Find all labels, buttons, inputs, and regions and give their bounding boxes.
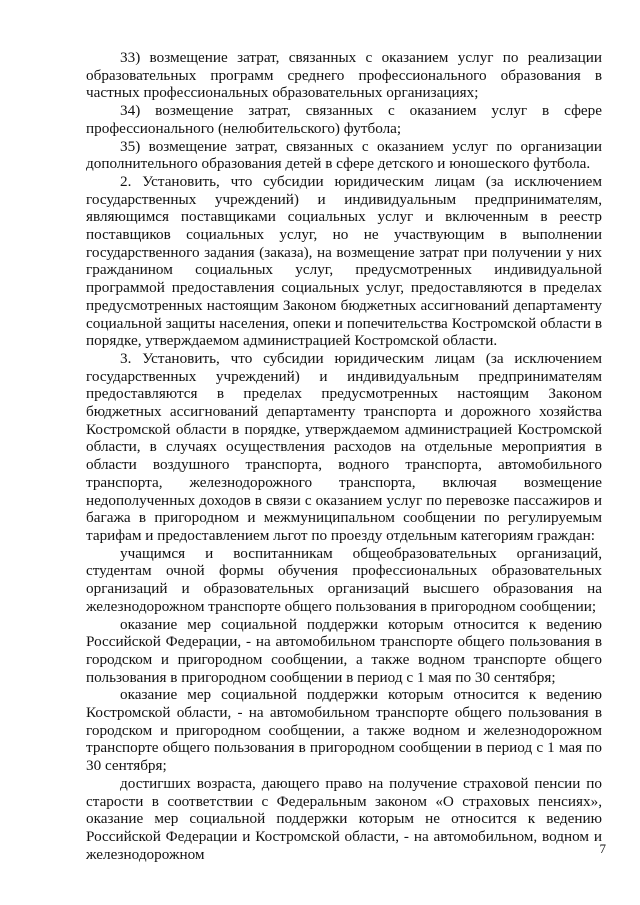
page-number: 7 bbox=[599, 841, 606, 856]
paragraph-category-pension-age: достигших возраста, дающего право на получение страховой пенсии по старости в соответствии с Федеральным законом «О страховых пенсиях», оказание мер социальной поддержки которым не относится к ведению Российской Федерации и Костромской области, - на автомобильном, водном и железнодорожном bbox=[86, 774, 602, 863]
paragraph-category-federal: оказание мер социальной поддержки которым относится к ведению Российской Федерации, - на автомобильном транспорте общего пользования в городском и пригородном сообщении, а также водном транспорте общего пользования в пригородном сообщении в период с 1 мая по 30 сентября; bbox=[86, 615, 602, 686]
paragraph-section-3: 3. Установить, что субсидии юридическим лицам (за исключением государственных учреждений) и индивидуальным предпринимателям предоставляются в пределах предусмотренных настоящим Законом бюджетных ассигнований департаменту транспорта и дорожного хозяйства Костромской области в порядке, утверждаемом администрацией Костромской области, в случаях осуществления расходов на отдельные мероприятия в области воздушного транспорта, водного транспорта, автомобильного транспорта, железнодорожного транспорта, включая возмещение недополученных доходов в связи с оказанием услуг по перевозке пассажиров и багажа в пригородном и межмуниципальном сообщении по регулируемым тарифам и предоставлением льгот по проезду отдельным категориям граждан: bbox=[86, 349, 602, 544]
document-body bbox=[86, 49, 602, 863]
paragraph-category-regional: оказание мер социальной поддержки которым относится к ведению Костромской области, - на автомобильном транспорте общего пользования в городском и пригородном сообщении, а также водном и железнодорожном транспорте общего пользования в пригородном сообщении в период с 1 мая по 30 сентября; bbox=[86, 686, 602, 775]
paragraph-item-34: 34) возмещение затрат, связанных с оказанием услуг в сфере профессионального (нелюбительского) футбола; bbox=[86, 102, 602, 137]
paragraph-item-33: 33) возмещение затрат, связанных с оказанием услуг по реализации образовательных программ среднего профессионального образования в частных профессиональных образовательных организациях; bbox=[86, 49, 602, 102]
paragraph-item-35: 35) возмещение затрат, связанных с оказанием услуг по организации дополнительного образования детей в сфере детского и юношеского футбола. bbox=[86, 137, 602, 173]
paragraph-section-2: 2. Установить, что субсидии юридическим лицам (за исключением государственных учреждений) и индивидуальным предпринимателям, являющимся поставщиками социальных услуг и включенным в реестр поставщиков социальных услуг, но не участвующим в выполнении государственного задания (заказа), на возмещение затрат при получении у них гражданином социальных услуг, предусмотренных индивидуальной программой предоставления социальных услуг, предоставляются в пределах предусмотренных настоящим Законом бюджетных ассигнований департаменту социальной защиты населения, опеки и попечительства Костромской области в порядке, утверждаемом администрацией Костромской области. bbox=[86, 172, 602, 350]
paragraph-category-students: учащимся и воспитанникам общеобразовательных организаций, студентам очной формы обучения профессиональных образовательных организаций и образовательных организаций высшего образования на железнодорожном транспорте общего пользования в пригородном сообщении; bbox=[86, 544, 602, 615]
